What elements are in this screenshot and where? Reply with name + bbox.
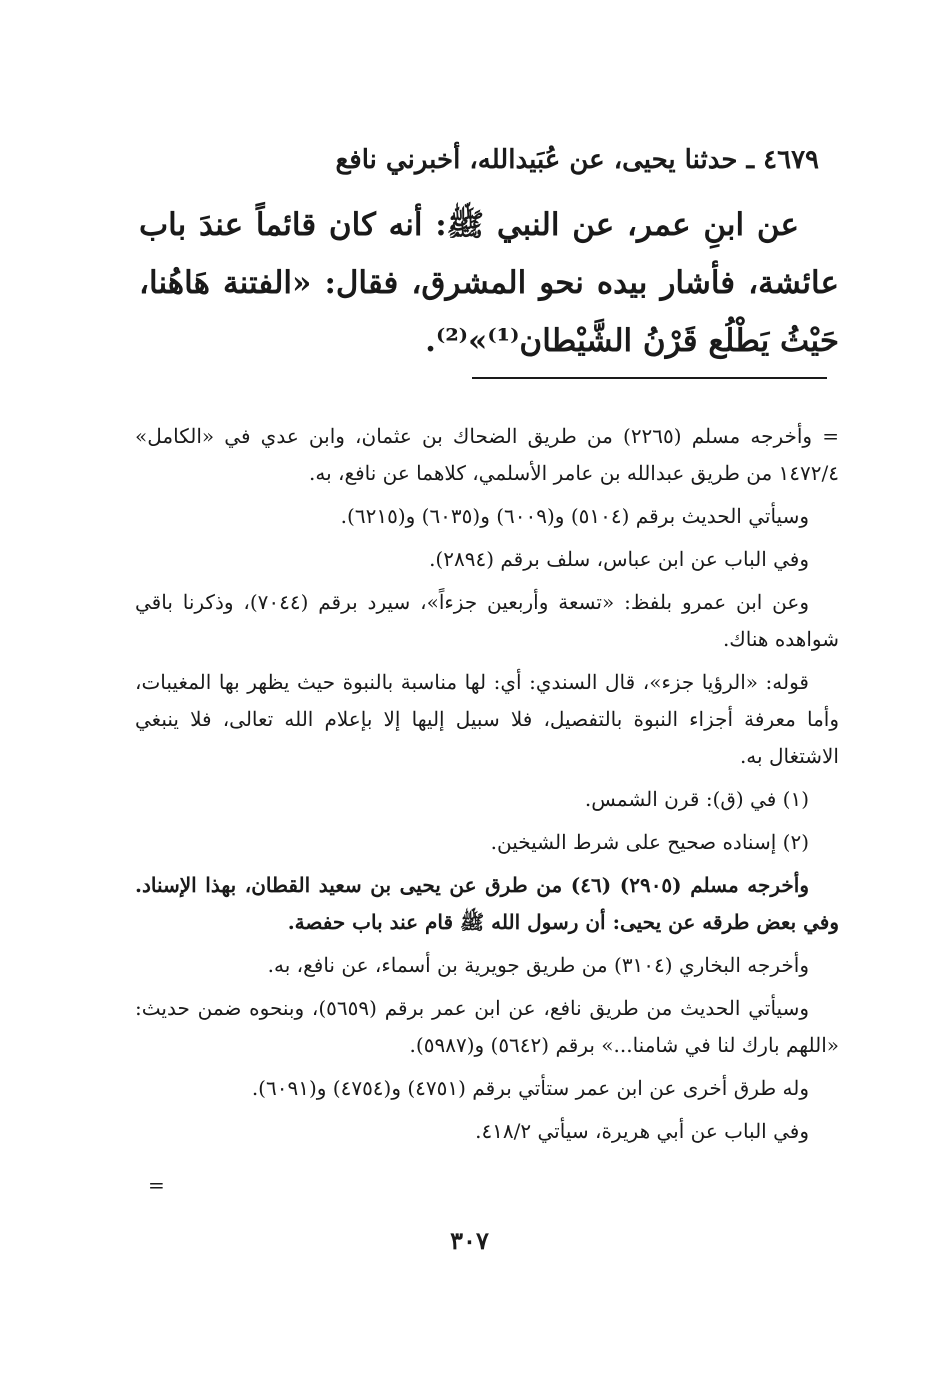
- footnote-paragraph: وأخرجه البخاري (٣١٠٤) من طريق جويرية بن أسماء، عن نافع، به.: [267, 953, 809, 977]
- hadith-matn: عن ابنِ عمر، عن النبي ﷺ: أنه كان قائماً عندَ باب عائشة، فأشار بيده نحو المشرق، فقال: «الفتنة هَاهُنا، حَيْثُ يَطْلُع قَرْنُ الشَّيْطان⁽¹⁾»⁽²⁾.: [139, 207, 839, 359]
- page-number: ٣٠٧: [450, 1226, 489, 1255]
- footnote-paragraph: وفي الباب عن أبي هريرة، سيأتي ٤١٨/٢.: [475, 1119, 809, 1143]
- footnote-paragraph: وسيأتي الحديث برقم (٥١٠٤) و(٦٠٠٩) و(٦٠٣٥) و(٦٢١٥).: [340, 504, 809, 528]
- footnote-paragraph: وأخرجه مسلم (٢٩٠٥) (٤٦) من طرق عن يحيى بن سعيد القطان، بهذا الإسناد. وفي بعض طرقه عن يحيى: أن رسول الله ﷺ قام عند باب حفصة.: [135, 873, 839, 934]
- footnote-paragraph: وفي الباب عن ابن عباس، سلف برقم (٢٨٩٤).: [429, 547, 809, 571]
- footnote-paragraph: وعن ابن عمرو بلفظ: «تسعة وأربعين جزءاً»، سيرد برقم (٧٠٤٤)، وذكرنا باقي شواهده هناك.: [135, 590, 839, 651]
- footnote-separator: [472, 377, 827, 379]
- footnote-continuation-paragraph: = وأخرجه مسلم (٢٢٦٥) من طريق الضحاك بن عثمان، وابن عدي في «الكامل» ١٤٧٢/٤ من طريق عبدالله بن عامر الأسلمي، كلاهما عن نافع، به.: [135, 424, 839, 485]
- footnote-paragraph: قوله: «الرؤيا جزء»، قال السندي: أي: لها مناسبة بالنبوة حيث يظهر بها المغيبات، وأما معرفة أجزاء النبوة بالتفصيل، فلا سبيل إليها إلا بإعلام الله تعالى، فلا ينبغي الاشتغال به.: [135, 670, 839, 768]
- footnote-paragraph: وله طرق أخرى عن ابن عمر ستأتي برقم (٤٧٥١) و(٤٧٥٤) و(٦٠٩١).: [251, 1076, 809, 1100]
- continuation-mark: =: [148, 1173, 165, 1197]
- hadith-isnad-line: ٤٦٧٩ ـ حدثنا يحيى، عن عُبَيدالله، أخبرني نافع: [335, 145, 819, 175]
- footnotes-section: [135, 418, 839, 1156]
- footnote-1: (١) في (ق): قرن الشمس.: [584, 787, 809, 811]
- footnote-2: (٢) إسناده صحيح على شرط الشيخين.: [490, 830, 809, 854]
- footnote-paragraph: وسيأتي الحديث من طريق نافع، عن ابن عمر برقم (٥٦٥٩)، وبنحوه ضمن حديث: «اللهم بارك لنا في شامنا...» برقم (٥٦٤٢) و(٥٩٨٧).: [135, 996, 839, 1057]
